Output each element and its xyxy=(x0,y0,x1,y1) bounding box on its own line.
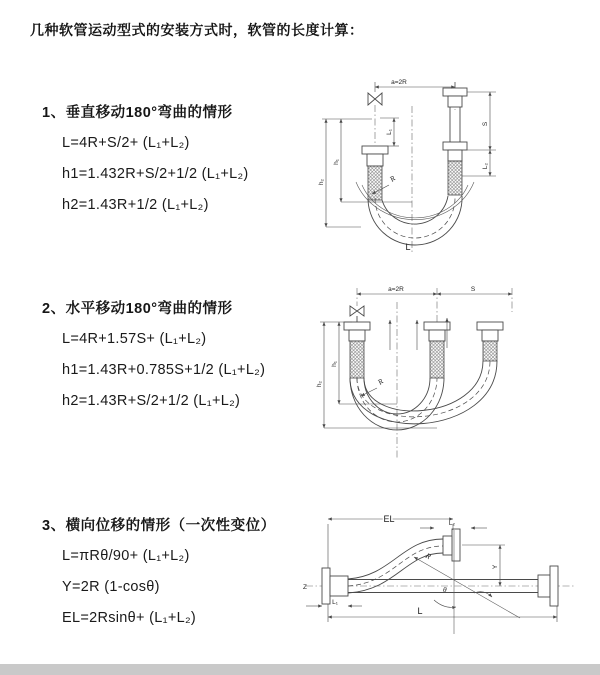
valve-icon xyxy=(368,93,382,105)
dim-label-h1: h₁ xyxy=(331,361,338,367)
section-2 xyxy=(42,297,312,417)
angle-theta-construction xyxy=(414,530,520,634)
dim-label-a2r: a=2R xyxy=(388,286,404,293)
left-pipe-assembly xyxy=(344,322,370,378)
dim-label-r: R xyxy=(424,550,433,562)
dim-el xyxy=(328,514,453,568)
formula-h1: h1=1.43R+0.785S+1/2 (L₁+L₂) xyxy=(62,362,266,378)
braided-hose-section xyxy=(368,166,382,200)
right-pipe-assembly xyxy=(477,322,503,361)
formula-y: Y=2R (1-cosθ) xyxy=(62,579,160,595)
dim-label-l: L xyxy=(405,242,411,252)
dim-label-l2: L₂ xyxy=(482,162,489,170)
formula-h2: h2=1.43R+1/2 (L₁+L₂) xyxy=(62,197,209,213)
dim-label-l2: L₂ xyxy=(448,520,456,527)
dim-label-s: S xyxy=(482,121,489,127)
valve-icon xyxy=(350,306,364,322)
formula-l: L=4R+1.57S+ (L₁+L₂) xyxy=(62,331,207,347)
dim-label-l1: L₁ xyxy=(386,129,393,135)
hose-u-bends xyxy=(350,361,497,430)
dim-label-theta: θ xyxy=(443,585,447,594)
right-flange-assembly xyxy=(538,566,558,606)
dim-label-r: R xyxy=(375,376,385,387)
center-pipe-assembly xyxy=(424,322,450,378)
diagram-lateral-displacement xyxy=(295,498,595,668)
dim-h1-h2 xyxy=(316,322,437,428)
formula-h2: h2=1.43R+S/2+1/2 (L₁+L₂) xyxy=(62,393,241,409)
footer-strip xyxy=(0,664,600,675)
dim-label-r: R xyxy=(387,173,397,184)
section-3-heading: 3、横向位移的情形（一次性变位） xyxy=(42,518,276,534)
diagram-vertical-bend xyxy=(305,68,595,263)
section-3 xyxy=(42,514,312,634)
dim-label-a2r: a=2R xyxy=(391,79,407,86)
upper-flange-assembly xyxy=(443,529,460,561)
dim-a2r-s xyxy=(357,286,512,294)
dim-label-h1: h₁ xyxy=(333,159,340,165)
formula-h1: h1=1.432R+S/2+1/2 (L₁+L₂) xyxy=(62,166,249,182)
formula-l: L=πRθ/90+ (L₁+L₂) xyxy=(62,548,190,564)
braided-hose-section xyxy=(448,161,462,195)
section-1 xyxy=(42,101,312,221)
dim-label-y: Y xyxy=(492,564,499,570)
dim-l1 xyxy=(306,599,362,606)
dim-l2 xyxy=(420,520,487,528)
section-1-heading: 1、垂直移动180°弯曲的情形 xyxy=(42,105,233,121)
dim-h1-h2 xyxy=(318,119,412,227)
dim-label-l1: L₁ xyxy=(332,599,338,606)
dim-label-h2: h₂ xyxy=(316,380,323,388)
dim-label-l: L xyxy=(417,606,423,616)
dim-label-s: S xyxy=(470,286,476,293)
dim-label-el: EL xyxy=(383,514,395,524)
formula-el: EL=2Rsinθ+ (L₁+L₂) xyxy=(62,610,197,626)
right-pipe-assembly xyxy=(443,88,467,195)
dim-l xyxy=(328,604,557,622)
dim-s-l2 xyxy=(462,92,496,176)
dim-label-h2: h₂ xyxy=(318,178,325,186)
formula-l: L=4R+S/2+ (L₁+L₂) xyxy=(62,135,190,151)
dim-label-z: Z xyxy=(303,584,307,591)
hose-s-curve xyxy=(348,539,443,593)
section-2-heading: 2、水平移动180°弯曲的情形 xyxy=(42,301,233,317)
dim-l1 xyxy=(380,118,399,146)
page-title: 几种软管运动型式的安装方式时，软管的长度计算： xyxy=(30,22,364,38)
diagram-horizontal-bend xyxy=(305,278,595,473)
